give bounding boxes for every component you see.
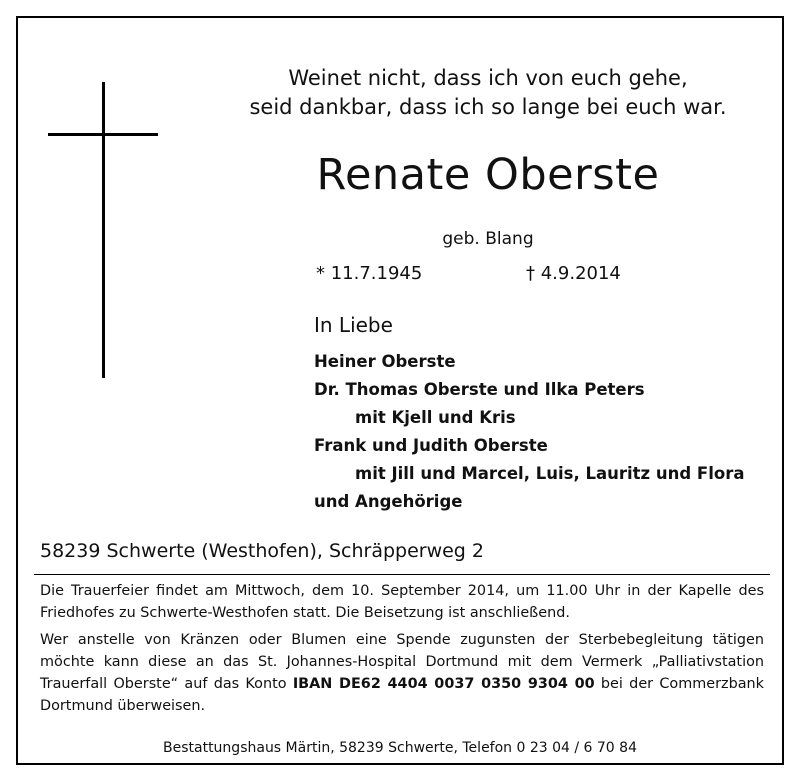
mourner-line: mit Kjell und Kris [355,408,516,427]
divider [34,574,770,575]
obituary-frame [16,16,784,765]
address: 58239 Schwerte (Westhofen), Schräpperweg 2 [40,540,484,562]
mourner-line: Heiner Oberste [314,352,456,371]
mourner-line: mit Jill und Marcel, Luis, Lauritz und Flora [355,464,745,483]
cross-icon-vertical [102,82,105,378]
donation-text: Wer anstelle von Kränzen oder Blumen eine Spende zugunsten der Sterbebegleitung tätigen möchte kann diese an das St. Johannes-Hospital Dortmund mit dem Vermerk „Palliativstation Trauerfall Oberste“ auf das Konto [40,632,764,692]
service-notice: Die Trauerfeier findet am Mittwoch, dem 10. September 2014, um 11.00 Uhr in der Kapelle des Friedhofes zu Schwerte-Westhofen statt. Die Beisetzung ist anschließend. [40,583,764,621]
quote [178,64,798,122]
cross-icon-horizontal [48,133,158,136]
funeral-home-footer: Bestattungshaus Märtin, 58239 Schwerte, Telefon 0 23 04 / 6 70 84 [163,740,637,756]
death-date: † 4.9.2014 [526,263,621,284]
donation-notice [40,629,764,717]
quote-line-2: seid dankbar, dass ich so lange bei euch war. [249,95,727,119]
birth-name: geb. Blang [442,229,534,249]
iban: IBAN DE62 4404 0037 0350 9304 00 [292,676,595,692]
mourner-line: und Angehörige [314,492,463,511]
mourner-line: Dr. Thomas Oberste und Ilka Peters [314,380,645,399]
birth-date: * 11.7.1945 [316,263,423,284]
deceased-name: Renate Oberste [316,150,660,200]
mourner-line: Frank und Judith Oberste [314,436,548,455]
mourners-list [314,348,744,516]
donation-tail: bei der Commerzbank Dortmund überweisen. [40,676,764,714]
mourners-intro: In Liebe [314,313,393,337]
quote-line-1: Weinet nicht, dass ich von euch gehe, [288,66,688,90]
